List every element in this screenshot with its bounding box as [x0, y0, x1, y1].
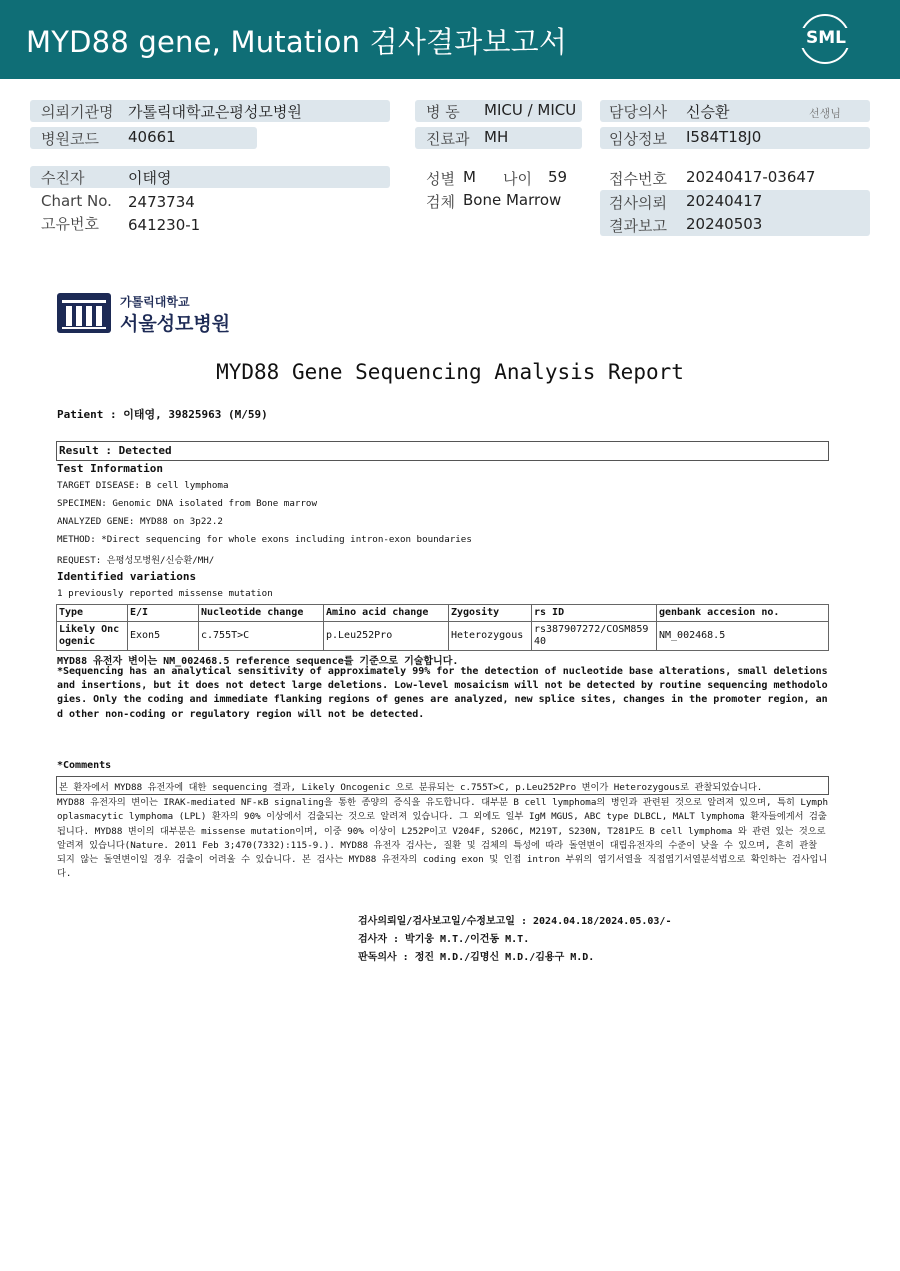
doctor-value: 신승환	[686, 103, 730, 121]
variant-rs-id: rs387907272/COSM85940	[532, 622, 657, 651]
header-cell: Amino acid change	[324, 605, 449, 622]
variant-nucleotide: c.755T>C	[199, 622, 324, 651]
hospital-name-line1: 가톨릭대학교	[120, 295, 190, 309]
header-cell: rs ID	[532, 605, 657, 622]
test-info-heading: Test Information	[57, 462, 163, 475]
unique-label: 고유번호	[41, 215, 99, 233]
hospital-code-value: 40661	[128, 128, 176, 146]
specimen-label: 검체	[426, 193, 455, 211]
receipt-label: 접수번호	[609, 170, 667, 188]
dept-value: MH	[484, 128, 509, 146]
unique-value: 641230-1	[128, 216, 201, 234]
comments-heading: *Comments	[57, 760, 112, 771]
variant-amino-acid: p.Leu252Pro	[324, 622, 449, 651]
variant-type: Likely Oncogenic	[57, 622, 128, 651]
hospital-name-line2: 서울성모병원	[120, 313, 231, 335]
hospital-code-label: 병원코드	[41, 130, 99, 148]
age-label: 나이	[503, 170, 532, 188]
chart-label: Chart No.	[41, 192, 112, 210]
identified-count: 1 previously reported missense mutation	[57, 588, 273, 599]
comments-summary: 본 환자에서 MYD88 유전자에 대한 sequencing 결과, Likely Oncogenic 으로 분류되는 c.755T>C, p.Leu252Pro 변이가 Heterozygous로 관찰되었습니다.	[59, 782, 763, 793]
method-line: METHOD: *Direct sequencing for whole exons including intron-exon boundaries	[57, 534, 472, 545]
report-header-title: MYD88 gene, Mutation 검사결과보고서	[26, 25, 568, 59]
result-text: Result : Detected	[59, 444, 172, 457]
sml-logo	[800, 14, 852, 66]
clinical-value: I584T18J0	[686, 128, 762, 146]
variant-genbank: NM_002468.5	[657, 622, 829, 651]
doctor-suffix: 선생님	[809, 107, 841, 120]
analyzed-gene: ANALYZED GENE: MYD88 on 3p22.2	[57, 516, 223, 527]
institution-value: 가톨릭대학교은평성모병원	[128, 103, 302, 121]
request-line: REQUEST: 은평성모병원/신승환/MH/	[57, 555, 215, 566]
header-cell: Nucleotide change	[199, 605, 324, 622]
request-date-value: 20240417	[686, 192, 763, 210]
request-date-label: 검사의뢰	[609, 194, 667, 212]
signature-physicians: 판독의사 : 정진 M.D./김명신 M.D./김용구 M.D.	[358, 952, 595, 963]
sensitivity-note: *Sequencing has an analytical sensitivity of approximately 99% for the detection of nucleotide base alterations, small deletions and insertions, but it does not detect large deletions. Low-level mosaicism will not be detected by routine sequencing methodologies. Only the coding and immediate flanking regions of genes are analyzed, new splice sites, changes in the promoter region, and other non-coding or regulatory region will not be detected.	[57, 666, 828, 720]
variants-header-row	[57, 605, 829, 622]
sex-label: 성별	[426, 170, 455, 188]
sex-value: M	[463, 168, 476, 186]
signature-technicians: 검사자 : 박기웅 M.T./이건동 M.T.	[358, 934, 530, 945]
doctor-label: 담당의사	[609, 103, 667, 121]
patient-line: Patient : 이태영, 39825963 (M/59)	[57, 408, 268, 421]
header-banner	[0, 0, 900, 79]
variants-table	[56, 604, 829, 651]
ward-label: 병 동	[426, 103, 460, 121]
hospital-logo-pillar	[96, 306, 102, 326]
reference-note: MYD88 유전자 변이는 NM_002468.5 reference sequence를 기준으로 기술합니다.	[57, 656, 459, 667]
report-date-value: 20240503	[686, 215, 763, 233]
sml-logo-text: SML	[800, 28, 852, 48]
variant-zygosity: Heterozygous	[449, 622, 532, 651]
specimen-line: SPECIMEN: Genomic DNA isolated from Bone marrow	[57, 498, 317, 509]
patient-value: 이태영	[128, 169, 172, 187]
signature-dates: 검사의뢰일/검사보고일/수정보고일 : 2024.04.18/2024.05.03/-	[358, 916, 672, 927]
target-disease: TARGET DISEASE: B cell lymphoma	[57, 480, 229, 491]
report-title: MYD88 Gene Sequencing Analysis Report	[216, 360, 684, 384]
report-date-label: 결과보고	[609, 217, 667, 235]
variant-exon: Exon5	[128, 622, 199, 651]
hospital-logo-base	[62, 327, 106, 329]
chart-value: 2473734	[128, 193, 195, 211]
identified-heading: Identified variations	[57, 570, 197, 583]
hospital-logo-pillar	[86, 306, 92, 326]
ward-value: MICU / MICU	[484, 101, 577, 119]
specimen-value: Bone Marrow	[463, 191, 562, 209]
dept-label: 진료과	[426, 130, 470, 148]
age-value: 59	[548, 168, 568, 186]
table-row	[57, 622, 829, 651]
patient-label: 수진자	[41, 169, 85, 187]
header-cell: Type	[57, 605, 128, 622]
result-box	[56, 441, 829, 461]
hospital-logo-pillar	[66, 306, 72, 326]
header-cell: Zygosity	[449, 605, 532, 622]
receipt-value: 20240417-03647	[686, 168, 816, 186]
header-cell: E/I	[128, 605, 199, 622]
hospital-logo-pillar	[76, 306, 82, 326]
clinical-label: 임상정보	[609, 130, 667, 148]
header-cell: genbank accesion no.	[657, 605, 829, 622]
hospital-logo-stripe	[62, 300, 106, 303]
comments-body: MYD88 유전자의 변이는 IRAK-mediated NF-κB signaling을 통한 종양의 증식을 유도합니다. 대부분 B cell lymphoma의 병인과 관련된 것으로 알려져 있으며, 특히 Lymphoplasmacytic lymphoma (LPL) 환자의 90% 이상에서 검출되는 것으로 알려져 있습니다. 그 외에도 일부 IgM MGUS, ABC type DLBCL, MALT lymphoma 환자들에게서 검출됩니다. MYD88 변이의 대부분은 missense mutation이며, 이중 90% 이상이 L252P이고 V204F, S206C, M219T, S230N, T281P도 B cell lymphoma 와 관련 있는 것으로 알려져 있습니다(Nature. 2011 Feb 3;470(7332):115-9.). MYD88 유전자 검사는, 질환 및 검체의 특성에 따라 돌연변이 대립유전자의 수준이 낮을 수 있으며, 흔히 관찰 되지 않는 돌연변이일 경우 검출이 어려울 수 있습니다. 본 검사는 MYD88 유전자의 coding exon 및 인접 intron 부위의 염기서열을 직접염기서열분석법으로 확인하는 검사입니다.	[57, 797, 829, 880]
institution-label: 의뢰기관명	[41, 103, 114, 121]
hospital-logo	[56, 292, 112, 334]
